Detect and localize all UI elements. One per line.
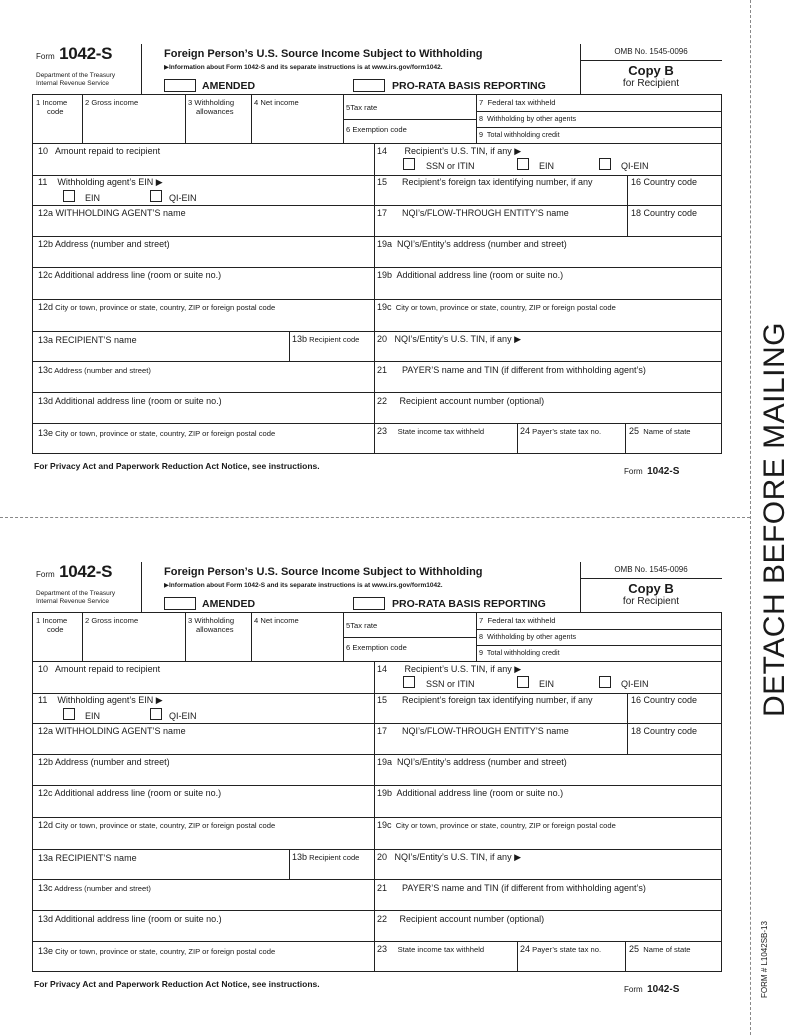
- prorata-label: PRO-RATA BASIS REPORTING: [392, 598, 546, 610]
- form-title: Foreign Person’s U.S. Source Income Subject to Withholding: [164, 48, 483, 60]
- box5-label: 5Tax rate: [346, 103, 378, 112]
- ssn-itin-checkbox[interactable]: [403, 676, 415, 688]
- box21-label: 21 PAYER’S name and TIN (if different from withholding agent’s): [377, 365, 646, 375]
- amended-label: AMENDED: [202, 80, 256, 92]
- box10-label: 10 Amount repaid to recipient: [38, 664, 161, 674]
- box1-label: 1 Income: [36, 98, 68, 107]
- box3-label2: allowances: [196, 625, 234, 634]
- box6-label: 6 Exemption code: [346, 125, 407, 134]
- box13e-label: 13e City or town, province or state, country, ZIP or foreign postal code: [38, 946, 276, 956]
- ein-checkbox-14[interactable]: [517, 158, 529, 170]
- box13c-label: 13c Address (number and street): [38, 883, 151, 893]
- box12c-label: 12c Additional address line (room or suite no.): [38, 270, 222, 280]
- box8-label: 8 Withholding by other agents: [479, 632, 577, 641]
- box12b-label: 12b Address (number and street): [38, 239, 170, 249]
- info-line: ▶Information about Form 1042-S and its separate instructions is at www.irs.gov/form1042.: [164, 582, 443, 589]
- prorata-checkbox[interactable]: [353, 597, 385, 610]
- agency-line: Internal Revenue Service: [36, 80, 109, 87]
- box15-label: 15 Recipient’s foreign tax identifying number, if any: [377, 177, 593, 187]
- form-title: Foreign Person’s U.S. Source Income Subject to Withholding: [164, 566, 483, 578]
- form-word: Form: [36, 570, 55, 579]
- ein-checkbox-11[interactable]: [63, 708, 75, 720]
- box13d-label: 13d Additional address line (room or suite no.): [38, 914, 222, 924]
- qi-ein-checkbox-14[interactable]: [599, 158, 611, 170]
- qi-ein-checkbox-11[interactable]: [150, 708, 162, 720]
- box21-label: 21 PAYER’S name and TIN (if different from withholding agent’s): [377, 883, 646, 893]
- form-word: Form: [36, 52, 55, 61]
- ein-checkbox-14[interactable]: [517, 676, 529, 688]
- privacy-notice: For Privacy Act and Paperwork Reduction Act Notice, see instructions.: [34, 979, 320, 989]
- form-number: 1042-S: [59, 562, 113, 581]
- box20-label: 20 NQI’s/Entity’s U.S. TIN, if any ▶: [377, 334, 521, 344]
- amended-checkbox[interactable]: [164, 597, 196, 610]
- box7-label: 7 Federal tax withheld: [479, 98, 556, 107]
- box5-label: 5Tax rate: [346, 621, 378, 630]
- tear-line-horizontal: [0, 517, 750, 518]
- box3-label2: allowances: [196, 107, 234, 116]
- box14-label: 14 Recipient’s U.S. TIN, if any ▶: [377, 664, 522, 674]
- box13a-label: 13a RECIPIENT’S name: [38, 335, 137, 345]
- ein-checkbox-11[interactable]: [63, 190, 75, 202]
- box15-label: 15 Recipient’s foreign tax identifying number, if any: [377, 695, 593, 705]
- box12b-label: 12b Address (number and street): [38, 757, 170, 767]
- footer-form-id: Form 1042-S: [624, 984, 680, 995]
- box22-label: 22 Recipient account number (optional): [377, 914, 545, 924]
- box11-label: 11 Withholding agent’s EIN ▶: [38, 177, 163, 187]
- box12d-label: 12d City or town, province or state, country, ZIP or foreign postal code: [38, 302, 276, 312]
- prorata-checkbox[interactable]: [353, 79, 385, 92]
- form-grid: [32, 94, 722, 454]
- box17-label: 17 NQI’s/FLOW-THROUGH ENTITY’S name: [377, 208, 569, 218]
- box6-label: 6 Exemption code: [346, 643, 407, 652]
- box25-label: 25 Name of state: [629, 944, 691, 954]
- form-id: [36, 44, 112, 64]
- copy-sub: for Recipient: [622, 596, 680, 607]
- box24-label: 24 Payer’s state tax no.: [520, 426, 602, 436]
- copy-label: Copy B: [628, 63, 674, 78]
- ein-label-11: EIN: [85, 193, 101, 203]
- department-line: Department of the Treasury: [36, 590, 116, 597]
- agency-line: Internal Revenue Service: [36, 598, 109, 605]
- box9-label: 9 Total withholding credit: [479, 130, 560, 139]
- box13e-label: 13e City or town, province or state, country, ZIP or foreign postal code: [38, 428, 276, 438]
- amended-label: AMENDED: [202, 598, 256, 610]
- box11-label: 11 Withholding agent’s EIN ▶: [38, 695, 163, 705]
- form-code: FORM # L1042SB-13: [760, 921, 769, 999]
- box3-label: 3 Withholding: [188, 616, 235, 625]
- box20-label: 20 NQI’s/Entity’s U.S. TIN, if any ▶: [377, 852, 521, 862]
- ein-label-11: EIN: [85, 711, 101, 721]
- box19a-label: 19a NQI’s/Entity’s address (number and street): [377, 757, 567, 767]
- box3-label: 3 Withholding: [188, 98, 235, 107]
- box1-label2: code: [47, 107, 64, 116]
- qi-ein-label-14: QI-EIN: [621, 679, 649, 689]
- box14-label: 14 Recipient’s U.S. TIN, if any ▶: [377, 146, 522, 156]
- box23-label: 23 State income tax withheld: [377, 944, 485, 954]
- ein-label-14: EIN: [539, 161, 555, 171]
- box13b-label: 13b Recipient code: [292, 334, 360, 344]
- qi-ein-checkbox-14[interactable]: [599, 676, 611, 688]
- ssn-itin-label: SSN or ITIN: [426, 679, 475, 689]
- box12a-label: 12a WITHHOLDING AGENT’S name: [38, 726, 186, 736]
- box2-label: 2 Gross income: [85, 98, 139, 107]
- box13d-label: 13d Additional address line (room or suite no.): [38, 396, 222, 406]
- form-1042s-copy: [0, 0, 750, 480]
- form-1042s-copy: [0, 518, 750, 998]
- omb-number: OMB No. 1545-0096: [614, 47, 688, 56]
- ssn-itin-checkbox[interactable]: [403, 158, 415, 170]
- tear-line-vertical: [750, 0, 751, 1035]
- omb-number: OMB No. 1545-0096: [614, 565, 688, 574]
- box19c-label: 19c City or town, province or state, country, ZIP or foreign postal code: [377, 302, 616, 312]
- box12c-label: 12c Additional address line (room or suite no.): [38, 788, 222, 798]
- box17-label: 17 NQI’s/FLOW-THROUGH ENTITY’S name: [377, 726, 569, 736]
- ssn-itin-label: SSN or ITIN: [426, 161, 475, 171]
- copy-label: Copy B: [628, 581, 674, 596]
- box19a-label: 19a NQI’s/Entity’s address (number and street): [377, 239, 567, 249]
- box8-label: 8 Withholding by other agents: [479, 114, 577, 123]
- detach-notice: DETACH BEFORE MAILING: [758, 322, 791, 718]
- qi-ein-label-14: QI-EIN: [621, 161, 649, 171]
- box10-label: 10 Amount repaid to recipient: [38, 146, 161, 156]
- qi-ein-label-11: QI-EIN: [169, 193, 197, 203]
- qi-ein-label-11: QI-EIN: [169, 711, 197, 721]
- prorata-label: PRO-RATA BASIS REPORTING: [392, 80, 546, 92]
- box1-label2: code: [47, 625, 64, 634]
- box13c-label: 13c Address (number and street): [38, 365, 151, 375]
- box7-label: 7 Federal tax withheld: [479, 616, 556, 625]
- box25-label: 25 Name of state: [629, 426, 691, 436]
- box12d-label: 12d City or town, province or state, country, ZIP or foreign postal code: [38, 820, 276, 830]
- box16-label: 16 Country code: [631, 177, 698, 187]
- box1-label: 1 Income: [36, 616, 68, 625]
- amended-checkbox[interactable]: [164, 79, 196, 92]
- footer-form-id: Form 1042-S: [624, 466, 680, 477]
- form-id: [36, 562, 112, 582]
- box18-label: 18 Country code: [631, 208, 698, 218]
- box4-label: 4 Net income: [254, 98, 299, 107]
- box18-label: 18 Country code: [631, 726, 698, 736]
- department-line: Department of the Treasury: [36, 72, 116, 79]
- box16-label: 16 Country code: [631, 695, 698, 705]
- box12a-label: 12a WITHHOLDING AGENT’S name: [38, 208, 186, 218]
- box23-label: 23 State income tax withheld: [377, 426, 485, 436]
- box19b-label: 19b Additional address line (room or suite no.): [377, 270, 564, 280]
- info-line: ▶Information about Form 1042-S and its separate instructions is at www.irs.gov/form1042.: [164, 64, 443, 71]
- copy-sub: for Recipient: [622, 78, 680, 89]
- box13a-label: 13a RECIPIENT’S name: [38, 853, 137, 863]
- box19c-label: 19c City or town, province or state, country, ZIP or foreign postal code: [377, 820, 616, 830]
- box2-label: 2 Gross income: [85, 616, 139, 625]
- form-number: 1042-S: [59, 44, 113, 63]
- box22-label: 22 Recipient account number (optional): [377, 396, 545, 406]
- box9-label: 9 Total withholding credit: [479, 648, 560, 657]
- form-grid: [32, 612, 722, 972]
- box19b-label: 19b Additional address line (room or suite no.): [377, 788, 564, 798]
- box24-label: 24 Payer’s state tax no.: [520, 944, 602, 954]
- qi-ein-checkbox-11[interactable]: [150, 190, 162, 202]
- box13b-label: 13b Recipient code: [292, 852, 360, 862]
- privacy-notice: For Privacy Act and Paperwork Reduction Act Notice, see instructions.: [34, 461, 320, 471]
- box4-label: 4 Net income: [254, 616, 299, 625]
- ein-label-14: EIN: [539, 679, 555, 689]
